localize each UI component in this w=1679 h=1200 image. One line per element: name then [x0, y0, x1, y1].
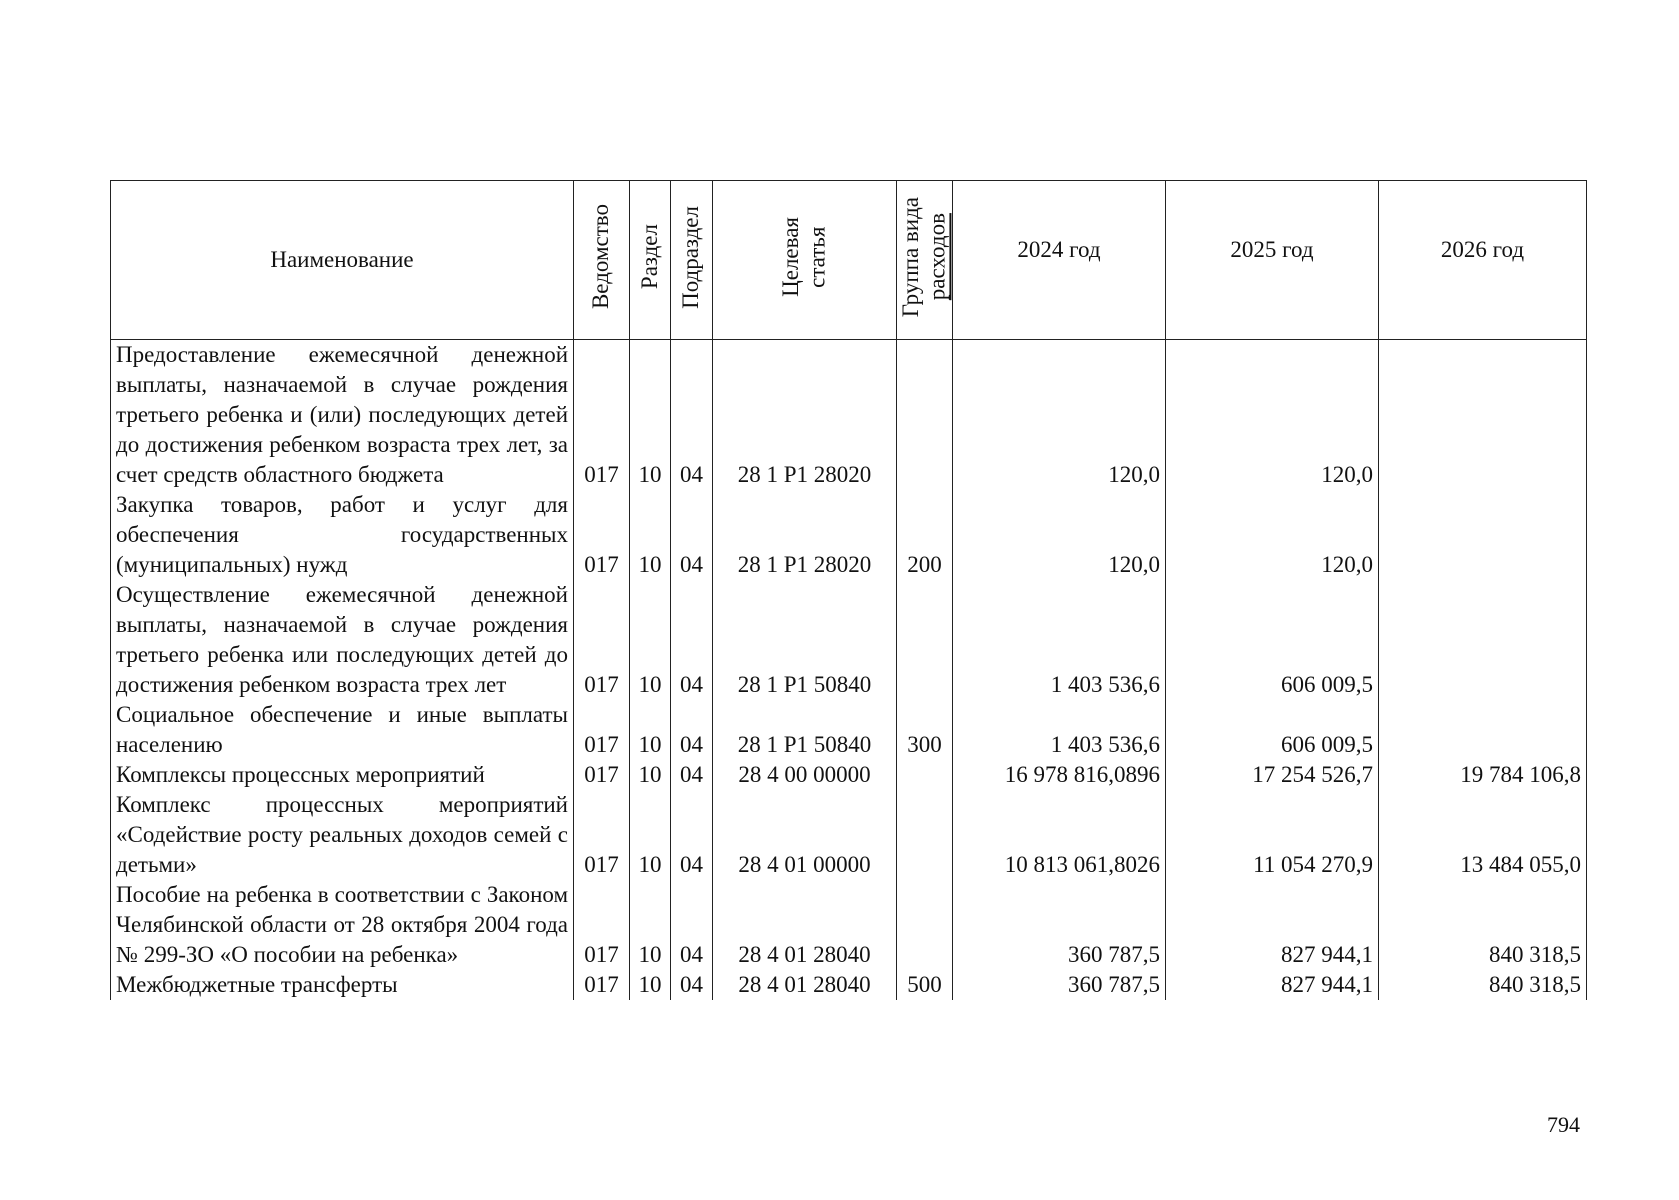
cell-2026: 840 318,5: [1379, 880, 1587, 970]
cell-gruppa: [897, 580, 953, 700]
header-gruppa-line2: расходов: [924, 213, 950, 301]
header-2025: [1166, 181, 1379, 340]
table-row: [111, 580, 1587, 700]
cell-2025: 120,0: [1166, 490, 1379, 580]
cell-gruppa: [897, 340, 953, 491]
cell-razdel: 10: [630, 970, 671, 1000]
cell-vedomstvo: 017: [574, 880, 630, 970]
cell-vedomstvo: 017: [574, 970, 630, 1000]
cell-2024: 1 403 536,6: [953, 700, 1166, 760]
cell-podrazdel: 04: [671, 970, 713, 1000]
cell-razdel: 10: [630, 580, 671, 700]
header-podrazdel-label: Подраздел: [678, 205, 704, 309]
cell-name: Комплексы процессных мероприятий: [111, 760, 574, 790]
cell-vedomstvo: 017: [574, 790, 630, 880]
cell-2025: 606 009,5: [1166, 700, 1379, 760]
cell-2024: 360 787,5: [953, 970, 1166, 1000]
header-2024: [953, 181, 1166, 340]
header-podrazdel: [671, 181, 713, 340]
cell-name: Осуществление ежемесячной денежной выплаты, назначаемой в случае рождения третьего ребенка или последующих детей до достижения ребенком возраста трех лет: [111, 580, 574, 700]
cell-podrazdel: 04: [671, 700, 713, 760]
cell-2024: 10 813 061,8026: [953, 790, 1166, 880]
header-name: [111, 181, 574, 340]
header-gruppa-label: [898, 197, 951, 317]
header-tselevaya-statya: [713, 181, 897, 340]
cell-tselevaya-statya: 28 4 00 00000: [713, 760, 897, 790]
table-row: [111, 490, 1587, 580]
table-body: [111, 340, 1587, 1001]
cell-2026: 13 484 055,0: [1379, 790, 1587, 880]
cell-2025: 17 254 526,7: [1166, 760, 1379, 790]
cell-tselevaya-statya: 28 1 P1 50840: [713, 580, 897, 700]
cell-podrazdel: 04: [671, 580, 713, 700]
budget-table: [110, 180, 1587, 1000]
cell-vedomstvo: 017: [574, 580, 630, 700]
table-row: [111, 970, 1587, 1000]
header-vedomstvo: [574, 181, 630, 340]
page-number: 794: [1547, 1112, 1580, 1137]
cell-tselevaya-statya: 28 1 P1 28020: [713, 340, 897, 491]
header-2026: [1379, 181, 1587, 340]
header-tselevaya-line2: статья: [804, 226, 830, 288]
cell-2024: 360 787,5: [953, 880, 1166, 970]
cell-name: Пособие на ребенка в соответствии с Законом Челябинской области от 28 октября 2004 года № 299-ЗО «О пособии на ребенка»: [111, 880, 574, 970]
table-header: [111, 181, 1587, 340]
cell-2024: 120,0: [953, 340, 1166, 491]
cell-razdel: 10: [630, 790, 671, 880]
cell-2026: [1379, 340, 1587, 491]
cell-podrazdel: 04: [671, 760, 713, 790]
cell-razdel: 10: [630, 700, 671, 760]
header-tselevaya-label: [778, 217, 831, 297]
cell-podrazdel: 04: [671, 340, 713, 491]
header-gruppa-line1: Группа вида: [898, 196, 924, 318]
header-tselevaya-line1: Целевая: [778, 217, 804, 297]
cell-tselevaya-statya: 28 4 01 28040: [713, 970, 897, 1000]
cell-podrazdel: 04: [671, 490, 713, 580]
header-razdel-label: Раздел: [636, 224, 662, 290]
cell-razdel: 10: [630, 880, 671, 970]
cell-name: Межбюджетные трансферты: [111, 970, 574, 1000]
cell-tselevaya-statya: 28 4 01 28040: [713, 880, 897, 970]
cell-2026: [1379, 490, 1587, 580]
cell-2024: 120,0: [953, 490, 1166, 580]
header-name-label: Наименование: [270, 247, 414, 272]
cell-2026: [1379, 580, 1587, 700]
cell-razdel: 10: [630, 760, 671, 790]
cell-gruppa: 300: [897, 700, 953, 760]
table-row: [111, 790, 1587, 880]
cell-2024: 1 403 536,6: [953, 580, 1166, 700]
cell-2026: 19 784 106,8: [1379, 760, 1587, 790]
table-row: [111, 760, 1587, 790]
cell-2025: 11 054 270,9: [1166, 790, 1379, 880]
header-vedomstvo-label: Ведомство: [588, 204, 614, 310]
cell-podrazdel: 04: [671, 790, 713, 880]
header-gruppa-vida-rashodov: [897, 181, 953, 340]
cell-razdel: 10: [630, 340, 671, 491]
cell-podrazdel: 04: [671, 880, 713, 970]
cell-name: Комплекс процессных мероприятий «Содействие росту реальных доходов семей с детьми»: [111, 790, 574, 880]
cell-vedomstvo: 017: [574, 760, 630, 790]
cell-2025: 606 009,5: [1166, 580, 1379, 700]
table-row: [111, 880, 1587, 970]
table-row: [111, 700, 1587, 760]
header-razdel: [630, 181, 671, 340]
cell-name: Социальное обеспечение и иные выплаты населению: [111, 700, 574, 760]
cell-tselevaya-statya: 28 4 01 00000: [713, 790, 897, 880]
cell-vedomstvo: 017: [574, 490, 630, 580]
cell-2025: 120,0: [1166, 340, 1379, 491]
cell-gruppa: [897, 760, 953, 790]
header-2024-label: 2024 год: [1017, 237, 1101, 262]
cell-gruppa: 500: [897, 970, 953, 1000]
cell-name: Предоставление ежемесячной денежной выплаты, назначаемой в случае рождения третьего ребенка и (или) последующих детей до достижения ребенком возраста трех лет, за счет средств областного бюджета: [111, 340, 574, 491]
cell-2026: 840 318,5: [1379, 970, 1587, 1000]
cell-2025: 827 944,1: [1166, 970, 1379, 1000]
cell-vedomstvo: 017: [574, 700, 630, 760]
cell-2026: [1379, 700, 1587, 760]
header-2026-label: 2026 год: [1440, 237, 1525, 262]
cell-2024: 16 978 816,0896: [953, 760, 1166, 790]
cell-tselevaya-statya: 28 1 P1 50840: [713, 700, 897, 760]
cell-gruppa: [897, 790, 953, 880]
header-2025-label: 2025 год: [1230, 237, 1314, 262]
cell-tselevaya-statya: 28 1 P1 28020: [713, 490, 897, 580]
cell-gruppa: [897, 880, 953, 970]
cell-2025: 827 944,1: [1166, 880, 1379, 970]
cell-gruppa: 200: [897, 490, 953, 580]
cell-razdel: 10: [630, 490, 671, 580]
cell-vedomstvo: 017: [574, 340, 630, 491]
table-row: [111, 340, 1587, 491]
cell-name: Закупка товаров, работ и услуг для обеспечения государственных (муниципальных) нужд: [111, 490, 574, 580]
